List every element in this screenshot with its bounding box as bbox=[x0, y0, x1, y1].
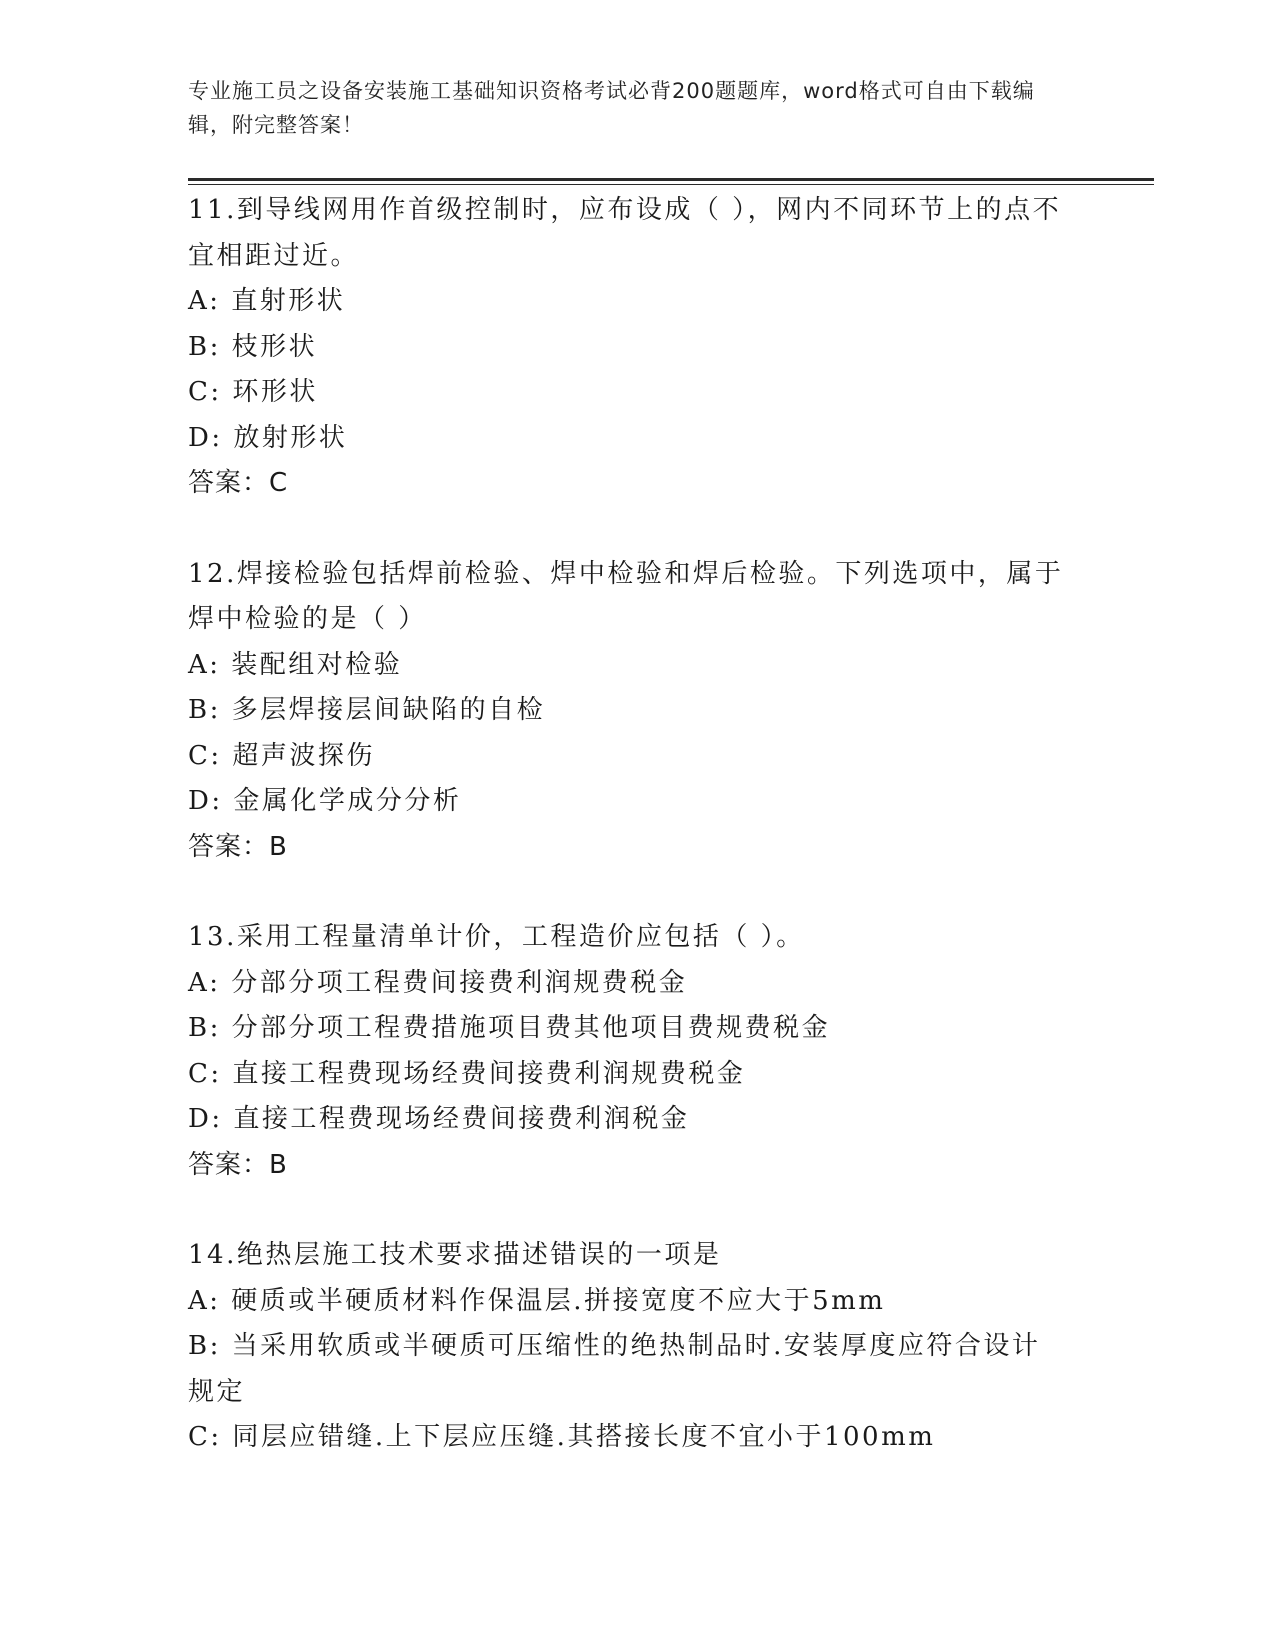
option-c: C: 同层应错缝.上下层应压缝.其搭接长度不宜小于100mm bbox=[188, 1422, 936, 1452]
question-stem: 14.绝热层施工技术要求描述错误的一项是 bbox=[188, 1240, 722, 1270]
option-d: D: 直接工程费现场经费间接费利润税金 bbox=[188, 1104, 690, 1134]
answer: 答案：C bbox=[188, 468, 289, 498]
option-d: D: 金属化学成分分析 bbox=[188, 786, 462, 816]
option-a: A: 硬质或半硬质材料作保温层.拼接宽度不应大于5mm bbox=[188, 1285, 886, 1316]
question-14 bbox=[188, 1233, 1088, 1461]
answer: 答案：B bbox=[188, 831, 288, 862]
option-a: A: 分部分项工程费间接费利润规费税金 bbox=[188, 967, 688, 998]
document-header: 专业施工员之设备安装施工基础知识资格考试必背200题题库，word格式可自由下载编辑，附完整答案！ bbox=[188, 79, 1035, 137]
header-divider-thin bbox=[188, 184, 1154, 185]
question-13 bbox=[188, 915, 1088, 1188]
option-c: C: 直接工程费现场经费间接费利润规费税金 bbox=[188, 1058, 746, 1089]
option-b: B: 当采用软质或半硬质可压缩性的绝热制品时.安装厚度应符合设计规定 bbox=[188, 1331, 1041, 1407]
question-11 bbox=[188, 188, 1088, 507]
option-c: C: 环形状 bbox=[188, 377, 318, 407]
question-list bbox=[188, 188, 1088, 1506]
question-stem: 12.焊接检验包括焊前检验、焊中检验和焊后检验。下列选项中，属于焊中检验的是（ ） bbox=[188, 558, 1064, 634]
option-b: B: 多层焊接层间缺陷的自检 bbox=[188, 695, 546, 725]
question-stem: 11.到导线网用作首级控制时，应布设成（ ），网内不同环节上的点不宜相距过近。 bbox=[188, 195, 1062, 271]
option-a: A: 装配组对检验 bbox=[188, 649, 403, 680]
answer: 答案：B bbox=[188, 1149, 288, 1180]
option-b: B: 枝形状 bbox=[188, 331, 318, 362]
question-stem: 13.采用工程量清单计价，工程造价应包括（ ）。 bbox=[188, 922, 805, 952]
option-b: B: 分部分项工程费措施项目费其他项目费规费税金 bbox=[188, 1013, 831, 1043]
option-a: A: 直射形状 bbox=[188, 286, 346, 316]
question-12 bbox=[188, 552, 1088, 871]
option-d: D: 放射形状 bbox=[188, 422, 348, 453]
option-c: C: 超声波探伤 bbox=[188, 740, 375, 771]
header-divider-thick bbox=[188, 178, 1154, 181]
